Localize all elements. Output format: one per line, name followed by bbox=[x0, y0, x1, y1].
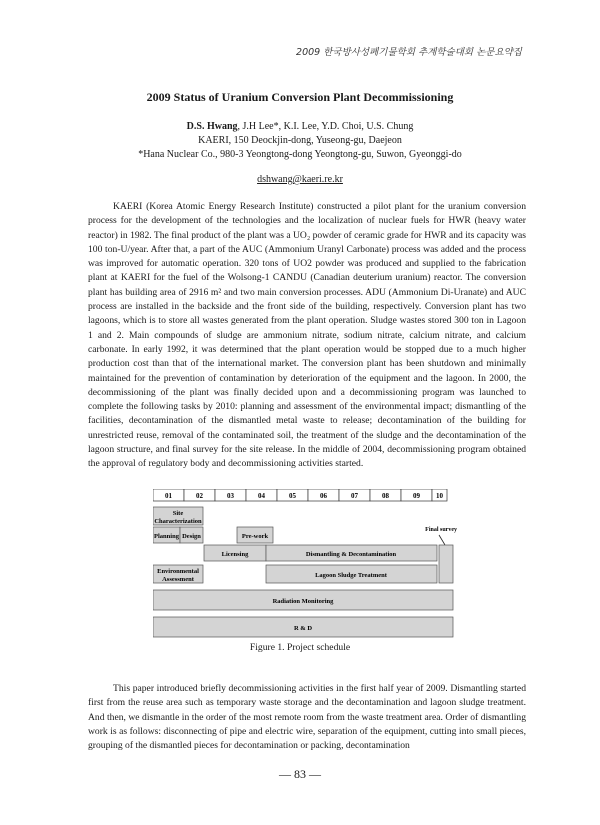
author-names bbox=[0, 120, 600, 134]
dismantling-label: Dismantling & Decontamination bbox=[305, 551, 397, 558]
affiliation-kaeri: KAERI, 150 Deockjin-dong, Yuseong-gu, Daejeon bbox=[198, 135, 402, 146]
final-survey-bar bbox=[439, 545, 453, 583]
year-header-row bbox=[153, 489, 447, 501]
year-label-03: 03 bbox=[227, 492, 234, 500]
page-number: — 83 — bbox=[279, 767, 321, 781]
final-survey-label: Final survey bbox=[425, 527, 457, 533]
year-label-10: 10 bbox=[436, 492, 443, 500]
year-label-06: 06 bbox=[320, 492, 327, 500]
design-label: Design bbox=[182, 533, 201, 540]
body-paragraph-2: This paper introduced briefly decommissioning activities in the first half year of 2009. Dismantling started first from the reuse area such as temporary waste storage and the decontamination and lagoon sludge treatment. And then, we dismantle in the order of the most remote room from the waste treatment area. Order of dismantling work is as follows: disconnecting of pipe and electric wire, separation of the equipment, cutting into small pieces, grouping of the dismantled pieces for decontamination or packing, decontamination bbox=[88, 683, 526, 752]
paper-title: 2009 Status of Uranium Conversion Plant Decommissioning bbox=[146, 90, 454, 104]
author-email[interactable]: dshwang@kaeri.re.kr bbox=[257, 174, 343, 185]
licensing-label: Licensing bbox=[221, 551, 249, 558]
site-characterization-label-2: Characterization bbox=[154, 518, 202, 525]
rd-label: R & D bbox=[293, 625, 313, 632]
final-survey-arrow bbox=[439, 535, 445, 545]
environmental-assessment-label: Environmental bbox=[157, 568, 199, 575]
radiation-monitoring-label: Radiation Monitoring bbox=[272, 598, 334, 605]
co-authors: , J.H Lee*, K.I. Lee, Y.D. Choi, U.S. Chung bbox=[237, 121, 414, 132]
project-schedule-figure bbox=[153, 489, 457, 639]
site-characterization-label: Site bbox=[172, 510, 184, 517]
first-author: D.S. Hwang bbox=[186, 121, 238, 132]
year-label-05: 05 bbox=[289, 492, 296, 500]
planning-label: Planning bbox=[154, 533, 179, 540]
year-label-07: 07 bbox=[351, 492, 358, 500]
author-block bbox=[0, 120, 600, 162]
figure-caption: Figure 1. Project schedule bbox=[249, 642, 351, 653]
prework-label: Pre-work bbox=[241, 533, 269, 540]
environmental-assessment-label-2: Assessment bbox=[162, 576, 194, 583]
schedule-gantt bbox=[153, 489, 457, 639]
year-label-04: 04 bbox=[258, 492, 265, 500]
year-label-01: 01 bbox=[165, 492, 172, 500]
abstract-paragraph-1: KAERI (Korea Atomic Energy Research Institute) constructed a pilot plant for the uranium conversion process for the development of the technologies and the localization of nuclear fuels for HWR (heavy water reactor) in 1982. The final product of the plant was a UO₂ powder of ceramic grade for HWR and its capacity was 100 ton-U/year. After that, a part of the AUC (Ammonium Uranyl Carbonate) process was added and the process was improved for automatic operation. 320 tons of UO2 powder was produced and supplied to the fabrication plant at KAERI for the fuel of the Wolsong-1 CANDU (Canadian deuterium uranium) reactor. The conversion plant has building area of 2916 m² and two main conversion processes. ADU (Ammonium Di-Uranate) and AUC process are installed in the backside and the front side of the building, respectively. Conversion plant has two lagoons, which is to store all wastes generated from the plant operation. Sludge wastes stored 300 ton in Lagoon 1 and 2. Main compounds of sludge are ammonium nitrate, sodium nitrate, calcium nitrate, and calcium carbonate. In early 1992, it was determined that the plant operation would be stopped due to a much higher production cost than that of the international market. The conversion plant has been shutdown and minimally maintained for the prevention of contamination by deterioration of the equipment and the lagoon. In 2000, the decommissioning of the plant was finally decided upon and a decommissioning program was launched to complete the following tasks by 2010: planning and assessment of the environmental impact; dismantling of the facilities, decontamination of the dismantled metal waste to release; decontamination of the building for unrestricted reuse, removal of the contaminated soil, the treatment of the sludge and the decontamination of the lagoon structure, and final survey for the site release. In the middle of 2004, decommissioning program obtained the approval of regulatory body and decommissioning activities started. bbox=[88, 201, 526, 470]
proceedings-header: 2009 한국방사성폐기물학회 추계학술대회 논문요약집 bbox=[296, 47, 522, 58]
lagoon-sludge-label: Lagoon Sludge Treatment bbox=[315, 572, 387, 579]
year-label-02: 02 bbox=[196, 492, 203, 500]
year-label-09: 09 bbox=[413, 492, 420, 500]
year-label-08: 08 bbox=[382, 492, 389, 500]
affiliation-hana: *Hana Nuclear Co., 980-3 Yeongtong-dong Yeongtong-gu, Suwon, Gyeonggi-do bbox=[138, 149, 462, 160]
